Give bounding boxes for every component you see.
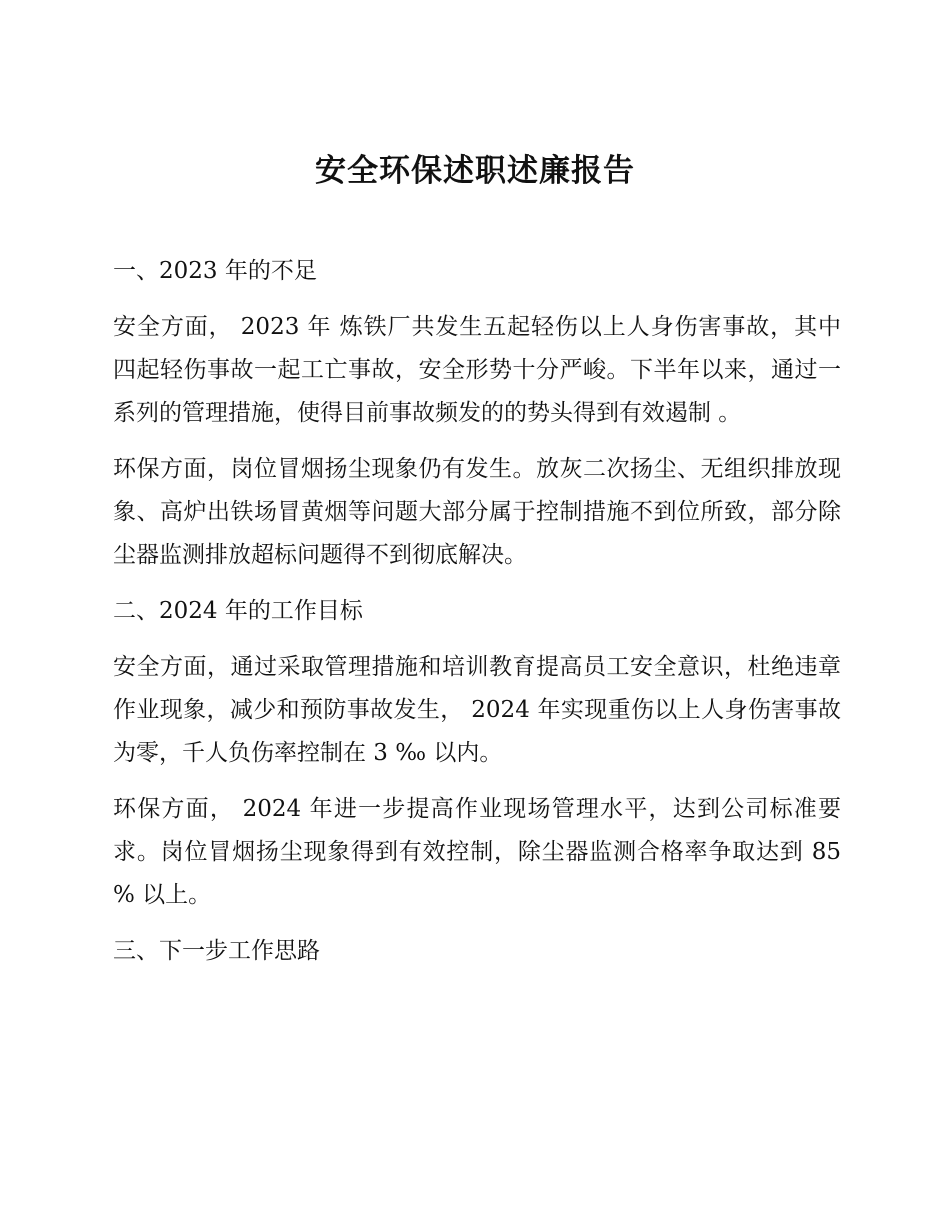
document-title: 安全环保述职述廉报告	[315, 152, 635, 189]
section-heading-3: 三、下一步工作思路	[113, 938, 320, 964]
section-heading-1: 一、2023 年的不足	[113, 258, 317, 284]
document-body	[113, 250, 841, 986]
paragraph-environment-2023: 环保方面，岗位冒烟扬尘现象仍有发生。放灰二次扬尘、无组织排放现象、高炉出铁场冒黄烟等问题大部分属于控制措施不到位所致，部分除尘器监测排放超标问题得不到彻底解决。	[113, 456, 841, 568]
paragraph-safety-2024: 安全方面，通过采取管理措施和培训教育提高员工安全意识，杜绝违章作业现象，减少和预防事故发生， 2024 年实现重伤以上人身伤害事故为零，千人负伤率控制在 3 ‰ 以内。	[113, 654, 841, 766]
paragraph-environment-2024: 环保方面， 2024 年进一步提高作业现场管理水平，达到公司标准要求。岗位冒烟扬尘现象得到有效控制，除尘器监测合格率争取达到 85 % 以上。	[113, 796, 841, 908]
paragraph-safety-2023: 安全方面， 2023 年 炼铁厂共发生五起轻伤以上人身伤害事故，其中 四起轻伤事故一起工亡事故，安全形势十分严峻。下半年以来，通过一系列的管理措施，使得目前事故频发的的势头得到有效遏制 。	[113, 314, 841, 426]
section-heading-2: 二、2024 年的工作目标	[113, 598, 363, 624]
